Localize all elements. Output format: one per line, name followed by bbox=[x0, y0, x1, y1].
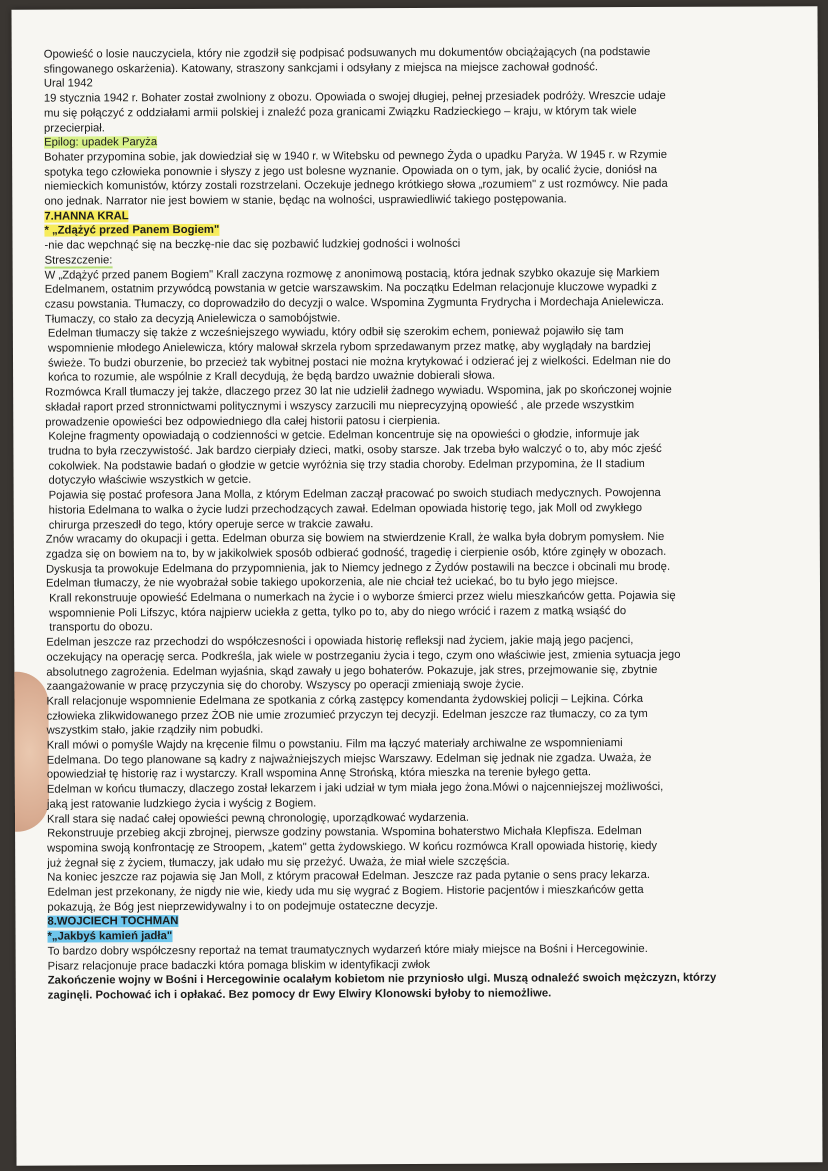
summary-paragraph bbox=[46, 485, 796, 532]
summary-paragraph bbox=[46, 588, 796, 635]
summary-paragraph bbox=[47, 868, 797, 915]
section-7-motto: -nie dac wepchnąć się na beczkę-nie dac się pozbawić ludzkiej godności i wolności bbox=[44, 237, 461, 252]
summary-line: historia Edelmana to walka o życie ludzi przechodzących zawał. Edelman opowiada historię tego, jak Moll od zwykłego bbox=[48, 501, 643, 517]
epilog-line: spotyka tego człowieka ponownie i słyszy z jego ust bolesne wyznanie. Opowiada on o tym, jak, by ocalić życie, doniósł na bbox=[44, 163, 658, 179]
section-7-heading: 7.HANNA KRAL bbox=[44, 209, 129, 223]
summary-line: Edelman tłumaczy się także z wcześniejszego wywiadu, który odbił się szerokim echem, ponieważ pojawiło się tam bbox=[47, 325, 624, 340]
ural-line: przecierpiał. bbox=[43, 121, 105, 135]
summary-paragraph bbox=[46, 691, 796, 738]
section-8-bold-line: zaginęli. Pochować ich i opłakać. Bez pomocy dr Ewy Elwiry Klonowski byłoby to niemożliwe. bbox=[47, 987, 552, 1002]
summary-line: Kolejne fragmenty opowiadają o codzienności w getcie. Edelman koncentruje się na opowieści o głodzie, informuje jak bbox=[48, 428, 640, 443]
summary-paragraph bbox=[47, 735, 797, 782]
section-8-line: Pisarz relacjonuje prace badaczki która pomaga bliskim w identyfikacji zwłok bbox=[47, 958, 431, 973]
summary-paragraph bbox=[45, 383, 795, 430]
summary-paragraph bbox=[46, 632, 796, 694]
sec6-intro-line: sfingowanego oskarżenia). Katowany, straszony sankcjami i odsyłany z miejsca na miejsce zachował godność. bbox=[43, 60, 598, 76]
summary-line: Edelman jest przekonany, że nigdy nie wie, kiedy uda mu się wygrać z Bogiem. Historie pacjentów i mieszkańców getta bbox=[47, 884, 644, 899]
summary-line: Edelman tłumaczy, że nie wyobrażał sobie takiego upokorzenia, ale nie chciał też uciekać, bo tu było jego miejsce. bbox=[45, 575, 618, 590]
summary-paragraph bbox=[47, 780, 797, 813]
summary-paragraph bbox=[45, 324, 795, 386]
summary-line: Rozmówca Krall tłumaczy jej także, dlaczego przez 30 lat nie udzielił żadnego wywiadu. Wspomina, jak po skończonej wojnie bbox=[45, 384, 672, 399]
summary-line: Edelmanem, ostatnim przywódcą powstania w getcie warszawskim. Na początku Edelman relacjonuje kluczowe wypadki z bbox=[44, 281, 657, 296]
summary-line: Znów wracamy do okupacji i getta. Edelman oburza się bowiem na stwierdzenie Krall, że walka była dobrym pomysłem. Nie bbox=[45, 531, 665, 546]
summary-label: Streszczenie: bbox=[44, 254, 113, 267]
epilog-line: niemieckich komunistów, którzy zostali rozstrzelani. Oczekuje jednego krótkiego słowa „rozumiem" z ust rozmówcy. Nie pada bbox=[44, 178, 668, 193]
summary-line: pokazują, że Bóg jest nieprzewidywalny i to on podejmuje ostateczne decyzje. bbox=[47, 899, 439, 914]
summary-line: Dyskusja ta prowokuje Edelmana do przypomnienia, jak to Niemcy jednego z Żydów postawili na beczce i obcinali mu brodę. bbox=[45, 560, 671, 576]
summary-line: Pojawia się postać profesora Jana Molla, z którym Edelman zaczął pracować po swoich studiach medycznych. Powojenna bbox=[48, 487, 661, 502]
summary-paragraph bbox=[47, 824, 797, 871]
summary-line: opowiedział tę historię raz i wystarczy. Krall wspomina Annę Strońską, która mieszka na terenie byłego getta. bbox=[46, 766, 592, 782]
summary-line: oczekujący na operację serca. Podkreśla, jak wiele w postrzeganiu życia i tego, czym ono właściwie jest, zmienia sytuacja jego bbox=[46, 648, 681, 664]
document-page bbox=[11, 6, 822, 1166]
summary-paragraph bbox=[45, 427, 795, 489]
document-text bbox=[44, 44, 798, 1003]
summary-line: wspomnienie Poli Lifszyc, która najpierw uciekła z getta, tylko po to, aby do niego wrócić i razem z matką wsiąść do bbox=[49, 604, 627, 620]
epilog-heading: Epilog: upadek Paryża bbox=[44, 136, 158, 149]
summary-line: wszystkim stało, jakie rządziły nim pobudki. bbox=[46, 724, 264, 737]
summary-line: wspomina swoją konfrontację ze Stroopem, „katem" getta żydowskiego. W końcu rozmówca Krall opowiada historię, kiedy bbox=[47, 839, 658, 855]
summary-line: świeże. To budzi oburzenie, bo przecież tak wybitnej postaci nie można krytykować i odzierać jej z wielkości. Edelman nie do bbox=[47, 354, 671, 370]
summary-line: Edelman jeszcze raz przechodzi do współczesności i opowiada historię refleksji nad życiem, jakie mają jego pacjenci, bbox=[46, 634, 634, 649]
summary-line: prowadzenie opowieści bez odpowiedniego dla całej historii patosu i cierpienia. bbox=[45, 414, 441, 429]
summary-line: człowieka zlikwidowanego przez ŻOB nie umie zrozumieć przyczyn tej decyzji. Edelman jeszcze raz tłumaczy, co za tym bbox=[46, 707, 648, 723]
summary-line: W „Zdążyć przed panem Bogiem" Krall zaczyna rozmowę z anonimową postacią, która jednak szybko okazuje się Markiem bbox=[44, 266, 660, 282]
ural-heading: Ural 1942 bbox=[43, 77, 93, 91]
ural-line: 19 stycznia 1942 r. Bohater został zwolniony z obozu. Opowiada o swojej długiej, pełnej przesiadek podróży. Wreszcie udaje bbox=[43, 90, 666, 105]
summary-line: zaangażowanie w pracę przyczynia się do choroby. Wszyscy po operacji zmieniają swoje życie. bbox=[46, 678, 525, 693]
summary-line: jaką jest ratowanie ludzkiego życia i wyścig z Bogiem. bbox=[46, 797, 317, 811]
summary-line: cokolwiek. Na podstawie badań o głodzie w getcie wyróżnia się trzy stadia choroby. Edelman przypomina, że II stadium bbox=[48, 457, 645, 473]
section-8-heading: 8.WOJCIECH TOCHMAN bbox=[47, 915, 179, 929]
summary-line: czasu powstania. Tłumaczy, co doprowadziło do decyzji o walce. Wspomina Zygmunta Frydrycha i Mordechaja Anielewicza. bbox=[44, 295, 665, 311]
section-8-title: *„Jakbyś kamień jadła" bbox=[47, 930, 173, 943]
summary-line: wspomnienie młodego Anielewicza, który malował skrzela rybom sprzedawanym przez matkę, aby wyglądały na bardziej bbox=[47, 340, 651, 355]
summary-line: Rekonstruuje przebieg akcji zbrojnej, pierwsze godziny powstania. Wspomina bohaterstwo Michała Klepfisza. Edelman bbox=[47, 825, 642, 840]
summary-line: chirurga przeszedł do tego, który operuje serce w trakcie zawału. bbox=[48, 517, 374, 532]
summary-line: Krall stara się nadać całej opowieści pewną chronologię, uporządkować wydarzenia. bbox=[46, 811, 470, 826]
summary-line: absolutnego zagrożenia. Edelman wyjaśnia, skąd zawały u jego bohaterów. Pokazuje, jak stres, przejmowanie się, zbytnie bbox=[46, 663, 658, 679]
summary-line: transportu do obozu. bbox=[49, 621, 153, 635]
summary-line: składał raport przed stronnictwami politycznymi i wszyscy zarzucili mu nieprecyzyjną opowieść , ale przede wszystkim bbox=[45, 398, 635, 414]
sec6-intro-line: Opowieść o losie nauczyciela, który nie zgodził się podpisać podsuwanych mu dokumentów obciążających (na podstawie bbox=[43, 45, 651, 61]
summary-line: Na koniec jeszcze raz pojawia się Jan Moll, z którym pracował Edelman. Jeszcze raz pada pytanie o sens pracy lekarza. bbox=[47, 869, 651, 884]
section-7-title: * „Zdążyć przed Panem Bogiem" bbox=[44, 224, 220, 238]
summary-line: dotyczyło właściwie wszystkich w getcie. bbox=[48, 474, 252, 487]
summary-paragraph bbox=[45, 265, 795, 327]
summary-line: już żegnał się z życiem, tłumaczy, jak udało mu się przeżyć. Uważa, że miał wiele szczęścia. bbox=[47, 855, 510, 870]
summary-line: końca to rozumie, ale wspólnie z Krall decydują, że będą bardzo uważnie dobierali słowa. bbox=[48, 370, 496, 385]
summary-line: Edelman w końcu tłumaczy, dlaczego został lekarzem i jaki udział w tym miała jego żona.Mówi o najcenniejszej możliwości, bbox=[46, 781, 664, 796]
summary-line: Edelmana. Do tego planowane są kadry z najważniejszych miejsc Warszawy. Edelman się jednak nie zgadza. Uważa, że bbox=[46, 751, 652, 767]
section-8-bold-line: Zakończenie wojny w Bośni i Hercegowinie ocalałym kobietom nie przyniosło ulgi. Muszą odnaleźć swoich mężczyzn, którzy bbox=[47, 971, 717, 987]
summary-paragraph bbox=[46, 530, 796, 592]
summary-line: trudna to była rzeczywistość. Jak bardzo cierpiały dzieci, matki, osoby starsze. Jak trzeba było walczyć o to, aby móc zjeść bbox=[48, 442, 662, 458]
summary-line: Krall mówi o pomyśle Wajdy na kręcenie filmu o powstaniu. Film ma łączyć materiały archiwalne ze wspomnieniami bbox=[46, 737, 623, 752]
epilog-line: Bohater przypomina sobie, jak dowiedział się w 1940 r. w Witebsku od pewnego Żyda o upadku Paryża. W 1945 r. w Rzymie bbox=[44, 148, 668, 164]
ural-line: mu się połączyć z oddziałami armii polskiej i znaleźć poza granicami Związku Radzieckiego – kraju, w którym tak wiele bbox=[43, 104, 637, 120]
summary-line: Tłumaczy, co stało za decyzją Anielewicza o samobójstwie. bbox=[44, 311, 341, 326]
finger-shadow bbox=[11, 672, 49, 832]
summary-line: Krall rekonstruuje opowieść Edelmana o numerkach na życie i o wyborze śmierci przez wielu mieszkańców getta. Pojawia się bbox=[49, 589, 676, 605]
epilog-line: ono jednak. Narrator nie jest bowiem w stanie, będąc na wolności, usprawiedliwić takiego postępowania. bbox=[44, 193, 567, 208]
summary-line: zgadza się on bowiem na to, by w jakikolwiek sposób odbierać godność, tragedię i cierpienie osób, które zginęły w obozach. bbox=[45, 545, 667, 561]
summary-line: Krall relacjonuje wspomnienie Edelmana ze spotkania z córką zastępcy komendanta żydowskiej policji – Lejkina. Córka bbox=[46, 692, 644, 708]
section-8-line: To bardzo dobry współczesny reportaż na temat traumatycznych wydarzeń które miały miejsce na Bośni i Hercegowinie. bbox=[47, 942, 648, 958]
